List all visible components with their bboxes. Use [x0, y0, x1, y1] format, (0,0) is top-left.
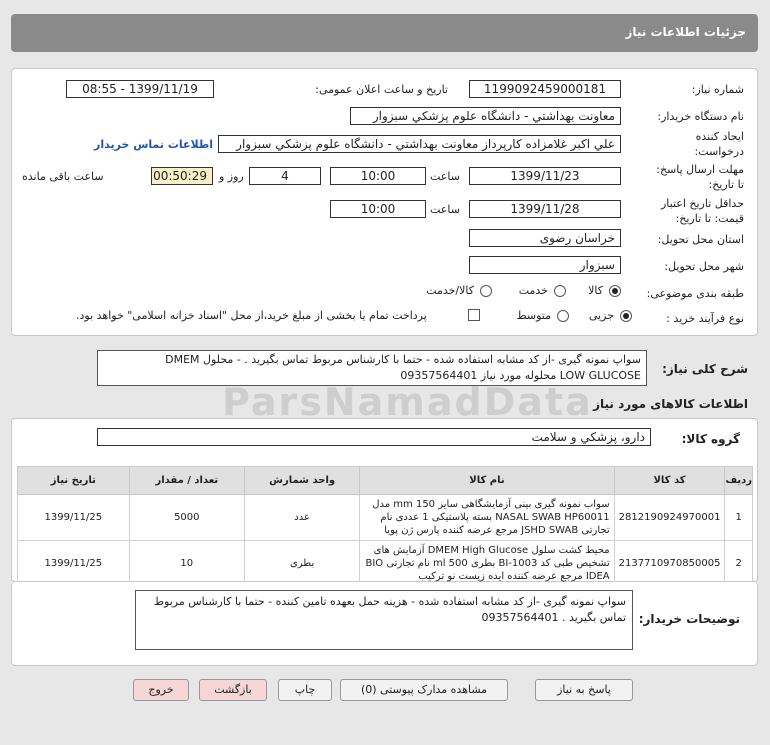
- goods-table: [17, 466, 753, 587]
- table-header-row: [18, 467, 753, 495]
- table-row[interactable]: [18, 541, 753, 587]
- validity-time-field: 10:00: [330, 200, 426, 218]
- buyer-notes-field: سواپ نمونه گیری -از کد مشابه استفاده شده - هزینه حمل بعهده تامین کننده - حتما با کارشناس مربوط تماس بگیرید . 09357564401: [135, 590, 633, 650]
- buyer-org-label: نام دستگاه خریدار:: [657, 110, 744, 123]
- province-field: خراسان رضوی: [469, 229, 621, 247]
- radio-selected-icon: [620, 310, 632, 322]
- validity-label-2: قیمت: تا تاریخ:: [675, 212, 744, 225]
- radio-icon: [554, 285, 566, 297]
- category-radio-goods-service[interactable]: کالا/خدمت: [410, 284, 492, 300]
- announce-label: تاریخ و ساعت اعلان عمومی:: [315, 83, 448, 96]
- creator-label-1: ایجاد کننده: [695, 130, 744, 143]
- category-radio-service[interactable]: خدمت: [506, 284, 566, 300]
- category-radio-goods[interactable]: کالا: [571, 284, 621, 300]
- send-date-field: 1399/11/23: [469, 167, 621, 185]
- payment-note: پرداخت تمام یا بخشی از مبلغ خرید،از محل "اسناد خزانه اسلامی" خواهد بود.: [76, 309, 427, 322]
- need-number-field: 1199092459000181: [469, 80, 621, 98]
- process-radio-medium[interactable]: متوسط: [505, 309, 569, 325]
- row-date: 1399/11/25: [18, 495, 130, 541]
- creator-label-2: درخواست:: [694, 145, 744, 158]
- province-label: استان محل تحویل:: [657, 233, 744, 246]
- radio-icon: [480, 285, 492, 297]
- buyer-org-field: معاونت بهداشتي - دانشگاه علوم پزشکي سبزوار: [350, 107, 621, 125]
- summary-label: شرح کلی نیاز:: [662, 362, 748, 376]
- col-name: نام کالا: [360, 467, 614, 495]
- treasury-payment-checkbox[interactable]: [468, 309, 480, 321]
- send-time-label: ساعت: [430, 170, 460, 183]
- reply-button[interactable]: پاسخ به نیاز: [535, 679, 633, 701]
- print-button[interactable]: چاپ: [278, 679, 332, 701]
- buyer-contact-link[interactable]: اطلاعات تماس خریدار: [94, 138, 214, 151]
- page-header: [11, 14, 758, 52]
- process-label: نوع فرآیند خرید :: [666, 312, 744, 325]
- watermark: ParsNamadData: [222, 380, 593, 424]
- col-index: ردیف: [725, 467, 753, 495]
- radio-selected-icon: [609, 285, 621, 297]
- goods-table-wrapper: [17, 466, 753, 587]
- col-code: کد کالا: [614, 467, 725, 495]
- days-field: 4: [249, 167, 321, 185]
- city-label: شهر محل تحویل:: [664, 260, 744, 273]
- validity-time-label: ساعت: [430, 203, 460, 216]
- city-field: سبزوار: [469, 256, 621, 274]
- row-unit: بطری: [244, 541, 359, 587]
- row-name: سواب نمونه گیری بینی آزمایشگاهی سایز 150 mm مدل NASAL SWAB HP60011 بسته پلاستیکی 1 عددی نام تجارتی JSHD SWAB مرجع عرضه کننده پارس ژن پویا: [360, 495, 614, 541]
- exit-button[interactable]: خروج: [133, 679, 189, 701]
- validity-date-field: 1399/11/28: [469, 200, 621, 218]
- remaining-label: ساعت باقی مانده: [22, 170, 104, 183]
- goods-group-field: دارو، پزشکي و سلامت: [97, 428, 651, 446]
- goods-group-label: گروه کالا:: [681, 432, 740, 446]
- table-row[interactable]: [18, 495, 753, 541]
- attachments-button[interactable]: مشاهده مدارک پیوستی (0): [340, 679, 508, 701]
- buyer-notes-label: توضیحات خریدار:: [638, 612, 740, 626]
- col-unit: واحد شمارش: [244, 467, 359, 495]
- summary-line-2: LOW GLUCOSE محلوله مورد نیاز 09357564401: [400, 369, 641, 382]
- send-time-field: 10:00: [330, 167, 426, 185]
- row-index: 1: [725, 495, 753, 541]
- row-unit: عدد: [244, 495, 359, 541]
- summary-line-1: سواپ نمونه گیری -از کد مشابه استفاده شده - حتما با کارشناس مربوط تماس بگیرید . - محلول DMEM: [165, 353, 641, 366]
- need-number-label: شماره نیاز:: [691, 83, 744, 96]
- send-deadline-label-1: مهلت ارسال پاسخ:: [656, 163, 744, 176]
- validity-label-1: حداقل تاریخ اعتبار: [660, 197, 744, 210]
- row-date: 1399/11/25: [18, 541, 130, 587]
- category-label: طبقه بندی موضوعی:: [646, 287, 744, 300]
- row-index: 2: [725, 541, 753, 587]
- goods-section-title: اطلاعات کالاهای مورد نیاز: [593, 397, 748, 411]
- radio-icon: [557, 310, 569, 322]
- days-label: روز و: [219, 170, 244, 183]
- row-code: 2812190924970001: [614, 495, 725, 541]
- page-title: جزئیات اطلاعات نیاز: [625, 25, 746, 39]
- announce-field: 1399/11/19 - 08:55: [66, 80, 214, 98]
- row-qty: 10: [129, 541, 244, 587]
- row-code: 2137710970850005: [614, 541, 725, 587]
- col-qty: تعداد / مقدار: [129, 467, 244, 495]
- back-button[interactable]: بازگشت: [199, 679, 267, 701]
- creator-field: علي اکبر غلامزاده کارپرداز معاونت بهداشتي - دانشگاه علوم پزشکي سبزوار: [218, 135, 621, 153]
- process-radio-minor[interactable]: جزیی: [576, 309, 632, 325]
- row-qty: 5000: [129, 495, 244, 541]
- remaining-time-field: 00:50:29: [151, 167, 213, 185]
- row-name: محیط کشت سلول DMEM High Glucose آزمایش های تشخیص طبی کد BI-1003 بطری 500 ml نام تجارتی BIO IDEA مرجع عرضه کننده ایده زیست نو ترکیب: [360, 541, 614, 587]
- send-deadline-label-2: تا تاریخ:: [708, 178, 744, 191]
- col-date: تاریخ نیاز: [18, 467, 130, 495]
